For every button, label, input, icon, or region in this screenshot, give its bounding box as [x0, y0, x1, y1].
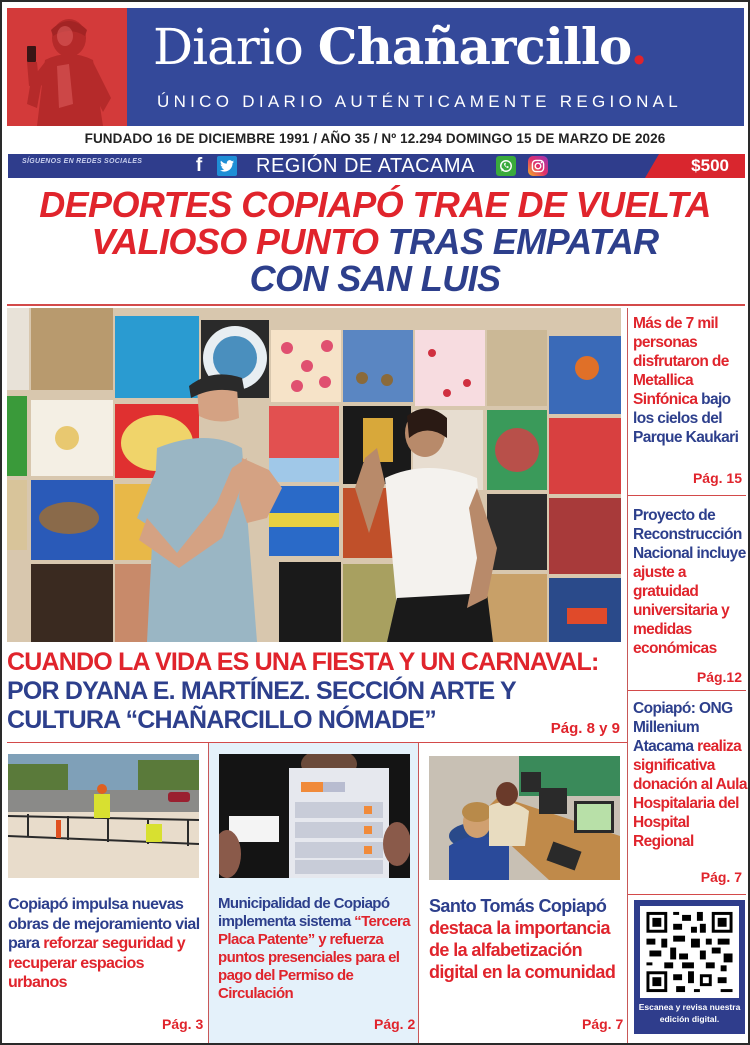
feature-photo[interactable] — [7, 308, 621, 642]
price: $500 — [691, 156, 729, 175]
divider — [628, 690, 746, 691]
story-text-blue: bajo los cielos del Parque Kaukari — [633, 391, 739, 446]
story-text-red: “Tercera Placa Patente” y refuerza puntos presenciales para el pago del Permiso de Circulación — [218, 913, 410, 1002]
whatsapp-icon[interactable] — [496, 156, 516, 176]
headline-blue-2: TRAS EMPATAR — [387, 221, 659, 262]
feature-headline[interactable] — [7, 648, 619, 735]
twitter-icon[interactable] — [217, 156, 237, 176]
follow-label: SÍGUENOS EN REDES SOCIALES — [22, 158, 143, 165]
headline-blue-3: CON SAN LUIS — [249, 258, 501, 299]
tagline: ÚNICO DIARIO AUTÉNTICAMENTE REGIONAL — [157, 92, 683, 111]
card-1-page: Pág. 3 — [162, 1016, 204, 1032]
column-divider — [627, 308, 628, 898]
story-text-red: ajuste a gratuidad universitaria y medidas económicas — [633, 564, 730, 657]
card-1-photo[interactable] — [8, 754, 199, 878]
feature-line-1: CUANDO LA VIDA ES UNA FIESTA Y UN CARNAVAL: — [7, 648, 599, 676]
card-3-headline[interactable] — [429, 895, 624, 983]
headline-line-1 — [2, 186, 748, 223]
feature-page-ref: Pág. 8 y 9 — [550, 720, 620, 737]
story-text-blue: Municipalidad de Copiapó implementa sistema — [218, 895, 390, 930]
road-works-image — [8, 754, 199, 878]
miner-statue-icon — [7, 8, 127, 126]
divider — [7, 304, 745, 306]
masthead[interactable] — [7, 8, 744, 126]
feature-line-2: POR DYANA E. MARTÍNEZ. SECCIÓN ARTE Y — [7, 677, 516, 705]
story-text-red: realiza significativa donación al Aula Hospitalaria del Hospital Regional — [633, 738, 747, 850]
card-1-headline[interactable] — [8, 895, 206, 993]
masthead-title-block — [127, 8, 744, 126]
headline-line-2 — [2, 223, 748, 260]
statue-logo — [7, 8, 127, 126]
title-light: Diario — [153, 18, 318, 76]
qr-code[interactable] — [640, 906, 739, 998]
card-2-headline[interactable] — [218, 895, 416, 1003]
title-dot: . — [630, 17, 647, 76]
social-bar — [8, 154, 745, 178]
region-label: REGIÓN DE ATACAMA — [256, 155, 475, 177]
story-text-blue: Santo Tomás Copiapó — [429, 896, 607, 916]
newspaper-title — [153, 17, 647, 76]
column-divider — [627, 898, 628, 1043]
story-text-blue: Copiapó: ONG Millenium Atacama — [633, 700, 733, 755]
headline-red-2: VALIOSO PUNTO — [91, 221, 388, 262]
sidebar-story-3-page: Pág. 7 — [700, 869, 742, 885]
story-text-blue: Copiapó impulsa nuevas obras de mejoramiento vial para — [8, 896, 200, 952]
headline-red-1: DEPORTES COPIAPÓ TRAE DE VUELTA — [39, 184, 711, 225]
feature-line-3: CULTURA “CHAÑARCILLO NÓMADE” — [7, 706, 436, 734]
story-text-red: reforzar seguridad y recuperar espacios urbanos — [8, 935, 186, 991]
art-tile-wall-image — [7, 308, 621, 642]
story-text-red: destaca la importancia de la alfabetización digital en la comunidad — [429, 918, 616, 982]
sidebar-story-1-page: Pág. 15 — [692, 470, 742, 486]
column-divider — [418, 743, 419, 1043]
sidebar-story-2[interactable] — [633, 506, 748, 658]
facebook-icon[interactable]: f — [195, 155, 203, 176]
card-3-page: Pág. 7 — [582, 1016, 624, 1032]
computer-class-image — [429, 756, 620, 880]
qr-code-icon — [640, 906, 739, 998]
card-2-page: Pág. 2 — [374, 1016, 416, 1032]
headline-line-3 — [2, 260, 748, 297]
qr-caption: Escanea y revisa nuestra edición digital. — [638, 1002, 741, 1024]
story-text-red: Más de 7 mil personas disfrutaron de Metallica Sinfónica — [633, 315, 729, 408]
dateline: FUNDADO 16 DE DICIEMBRE 1991 / AÑO 35 / Nº 12.294 DOMINGO 15 DE MARZO DE 2026 — [84, 131, 666, 146]
qr-code-box[interactable] — [634, 900, 745, 1034]
sidebar-story-2-page: Pág.12 — [696, 669, 742, 685]
divider — [628, 495, 746, 496]
column-divider — [208, 743, 209, 1043]
main-headline[interactable] — [2, 186, 748, 297]
divider — [628, 894, 746, 895]
title-bold: Chañarcillo — [317, 17, 631, 76]
sidebar-story-3[interactable] — [633, 699, 748, 851]
sidebar-story-1[interactable] — [633, 314, 748, 447]
story-text-blue: Proyecto de Reconstrucción Nacional incluye — [633, 507, 746, 562]
vehicle-permit-document-image — [219, 754, 410, 878]
card-3-photo[interactable] — [429, 756, 620, 880]
card-2-photo[interactable] — [219, 754, 410, 878]
instagram-icon[interactable] — [528, 156, 548, 176]
